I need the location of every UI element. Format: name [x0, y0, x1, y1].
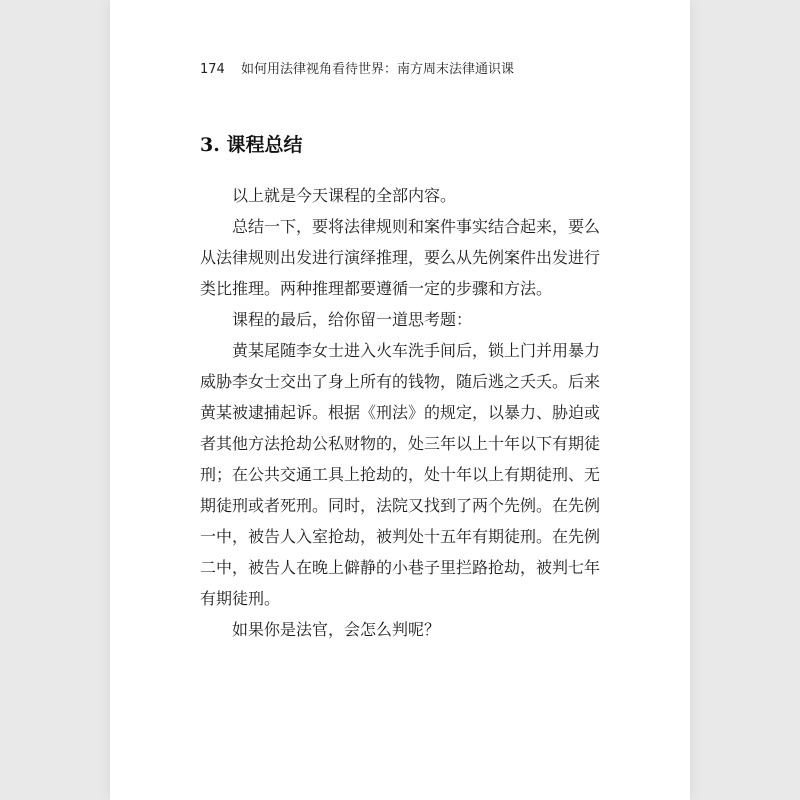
book-page [110, 0, 690, 800]
page-number: 174 [200, 62, 225, 77]
paragraph-case [200, 335, 625, 614]
text-line: 一中，被告人入室抢劫，被判处十五年有期徒刑。在先例 [200, 527, 601, 546]
text-line: 如果你是法官，会怎么判呢？ [232, 620, 441, 639]
text-line: 有期徒刑。 [200, 589, 281, 608]
text-line: 从法律规则出发进行演绎推理，要么从先例案件出发进行 [200, 248, 601, 267]
text-line: 总结一下，要将法律规则和案件事实结合起来，要么 [232, 217, 601, 236]
text-line: 类比推理。两种推理都要遵循一定的步骤和方法。 [200, 279, 553, 298]
text-line: 者其他方法抢劫公私财物的，处三年以上十年以下有期徒 [200, 434, 601, 453]
running-header [200, 58, 514, 77]
section-title: 3. 课程总结 [200, 134, 303, 156]
text-line: 课程的最后，给你留一道思考题： [232, 310, 473, 329]
paragraph-summary [200, 211, 625, 304]
text-line: 黄某被逮捕起诉。根据《刑法》的规定，以暴力、胁迫或 [200, 403, 601, 422]
book-title: 如何用法律视角看待世界：南方周末法律通识课 [240, 62, 514, 77]
paragraph-intro [200, 180, 625, 211]
text-line: 刑；在公共交通工具上抢劫的，处十年以上有期徒刑、无 [200, 465, 601, 484]
body-text [200, 180, 625, 645]
text-line: 威胁李女士交出了身上所有的钱物，随后逃之夭夭。后来 [200, 372, 601, 391]
paragraph-question-intro [200, 304, 625, 335]
paragraph-question [200, 614, 625, 645]
text-line: 黄某尾随李女士进入火车洗手间后，锁上门并用暴力 [232, 341, 601, 360]
text-line: 以上就是今天课程的全部内容。 [232, 186, 457, 205]
text-line: 二中，被告人在晚上僻静的小巷子里拦路抢劫，被判七年 [200, 558, 601, 577]
text-line: 期徒刑或者死刑。同时，法院又找到了两个先例。在先例 [200, 496, 601, 515]
